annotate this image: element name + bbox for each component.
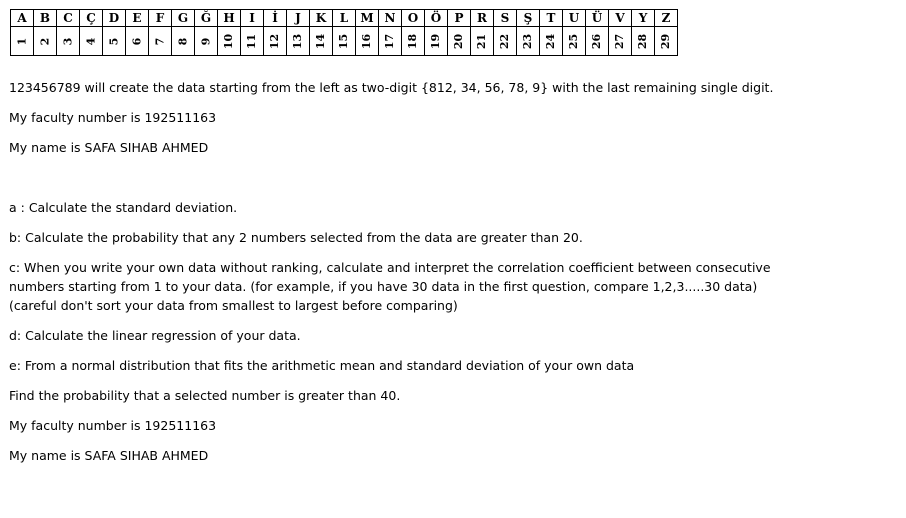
letter-cell: P	[448, 10, 471, 27]
number-cell-label: 8	[176, 37, 190, 45]
letter-cell: I	[241, 10, 264, 27]
letter-cell: E	[126, 10, 149, 27]
question-b: b: Calculate the probability that any 2 numbers selected from the data are greater than 20.	[9, 230, 583, 245]
number-cell-label: 13	[291, 33, 305, 49]
letter-cell: F	[149, 10, 172, 27]
letter-cell: G	[172, 10, 195, 27]
number-cell-label: 29	[659, 33, 673, 49]
letter-cell: C	[57, 10, 80, 27]
number-cell	[609, 27, 632, 56]
alphabet-number-table	[10, 9, 678, 56]
question-a: a : Calculate the standard deviation.	[9, 200, 238, 215]
letter-cell: O	[402, 10, 425, 27]
student-name-line-repeat: My name is SAFA SIHAB AHMED	[9, 448, 209, 463]
letter-cell: L	[333, 10, 356, 27]
number-cell-label: 9	[199, 37, 213, 45]
number-cell	[287, 27, 310, 56]
letter-cell: R	[471, 10, 494, 27]
number-row	[11, 27, 678, 56]
number-cell	[379, 27, 402, 56]
number-cell-label: 16	[360, 33, 374, 49]
number-cell	[34, 27, 57, 56]
number-cell-label: 5	[107, 37, 121, 45]
intro-text: 123456789 will create the data starting from the left as two-digit {812, 34, 56, 78, 9} with the last remaining single digit.	[9, 80, 774, 95]
letter-cell: N	[379, 10, 402, 27]
number-cell	[11, 27, 34, 56]
letter-cell: U	[563, 10, 586, 27]
number-cell	[241, 27, 264, 56]
number-cell-label: 21	[475, 33, 489, 49]
letter-cell: M	[356, 10, 379, 27]
letter-cell: Ğ	[195, 10, 218, 27]
number-cell	[310, 27, 333, 56]
letter-cell: Ş	[517, 10, 540, 27]
number-cell	[80, 27, 103, 56]
letter-cell: Y	[632, 10, 655, 27]
letter-cell: K	[310, 10, 333, 27]
letter-row	[11, 10, 678, 27]
question-c: c: When you write your own data without ranking, calculate and interpret the correlation coefficient between consecutive numbers starting from 1 to your data. (for example, if you have 30 data in the first question, compare 1,2,3.....30 data) (careful don't sort your data from smallest to largest before comparing)	[9, 260, 771, 313]
letter-cell: Ç	[80, 10, 103, 27]
number-cell-label: 26	[590, 33, 604, 49]
number-cell-label: 14	[314, 33, 328, 49]
number-cell	[448, 27, 471, 56]
faculty-number-line: My faculty number is 192511163	[9, 110, 217, 125]
number-cell-label: 2	[38, 37, 52, 45]
number-cell-label: 18	[406, 33, 420, 49]
question-e: e: From a normal distribution that fits the arithmetic mean and standard deviation of your own data	[9, 358, 635, 373]
letter-cell: Ü	[586, 10, 609, 27]
letter-cell: B	[34, 10, 57, 27]
number-cell	[517, 27, 540, 56]
letter-cell: V	[609, 10, 632, 27]
number-cell-label: 6	[130, 37, 144, 45]
number-cell	[57, 27, 80, 56]
number-cell	[356, 27, 379, 56]
number-cell	[149, 27, 172, 56]
number-cell-label: 10	[222, 33, 236, 49]
number-cell-label: 20	[452, 33, 466, 49]
number-cell	[425, 27, 448, 56]
letter-cell: Ö	[425, 10, 448, 27]
number-cell	[218, 27, 241, 56]
number-cell-label: 17	[383, 33, 397, 49]
letter-cell: İ	[264, 10, 287, 27]
number-cell	[494, 27, 517, 56]
number-cell	[632, 27, 655, 56]
letter-cell: D	[103, 10, 126, 27]
number-cell-label: 4	[84, 37, 98, 45]
faculty-number-line-repeat: My faculty number is 192511163	[9, 418, 217, 433]
number-cell-label: 23	[521, 33, 535, 49]
number-cell	[172, 27, 195, 56]
number-cell	[540, 27, 563, 56]
number-cell-label: 1	[15, 37, 29, 45]
letter-cell: A	[11, 10, 34, 27]
number-cell-label: 24	[544, 33, 558, 49]
letter-cell: Z	[655, 10, 678, 27]
number-cell-label: 12	[268, 33, 282, 49]
number-cell-label: 25	[567, 33, 581, 49]
letter-cell: S	[494, 10, 517, 27]
question-e-continued: Find the probability that a selected number is greater than 40.	[9, 388, 401, 403]
number-cell	[195, 27, 218, 56]
number-cell-label: 7	[153, 37, 167, 45]
letter-cell: H	[218, 10, 241, 27]
number-cell-label: 3	[61, 37, 75, 45]
number-cell	[333, 27, 356, 56]
number-cell	[264, 27, 287, 56]
number-cell-label: 28	[636, 33, 650, 49]
number-cell-label: 11	[245, 33, 259, 49]
student-name-line: My name is SAFA SIHAB AHMED	[9, 140, 209, 155]
number-cell-label: 27	[613, 33, 627, 49]
number-cell	[563, 27, 586, 56]
number-cell	[471, 27, 494, 56]
number-cell-label: 22	[498, 33, 512, 49]
number-cell	[126, 27, 149, 56]
question-d: d: Calculate the linear regression of your data.	[9, 328, 301, 343]
number-cell-label: 15	[337, 33, 351, 49]
number-cell-label: 19	[429, 33, 443, 49]
number-cell	[402, 27, 425, 56]
letter-cell: T	[540, 10, 563, 27]
number-cell	[655, 27, 678, 56]
letter-cell: J	[287, 10, 310, 27]
number-cell	[586, 27, 609, 56]
number-cell	[103, 27, 126, 56]
